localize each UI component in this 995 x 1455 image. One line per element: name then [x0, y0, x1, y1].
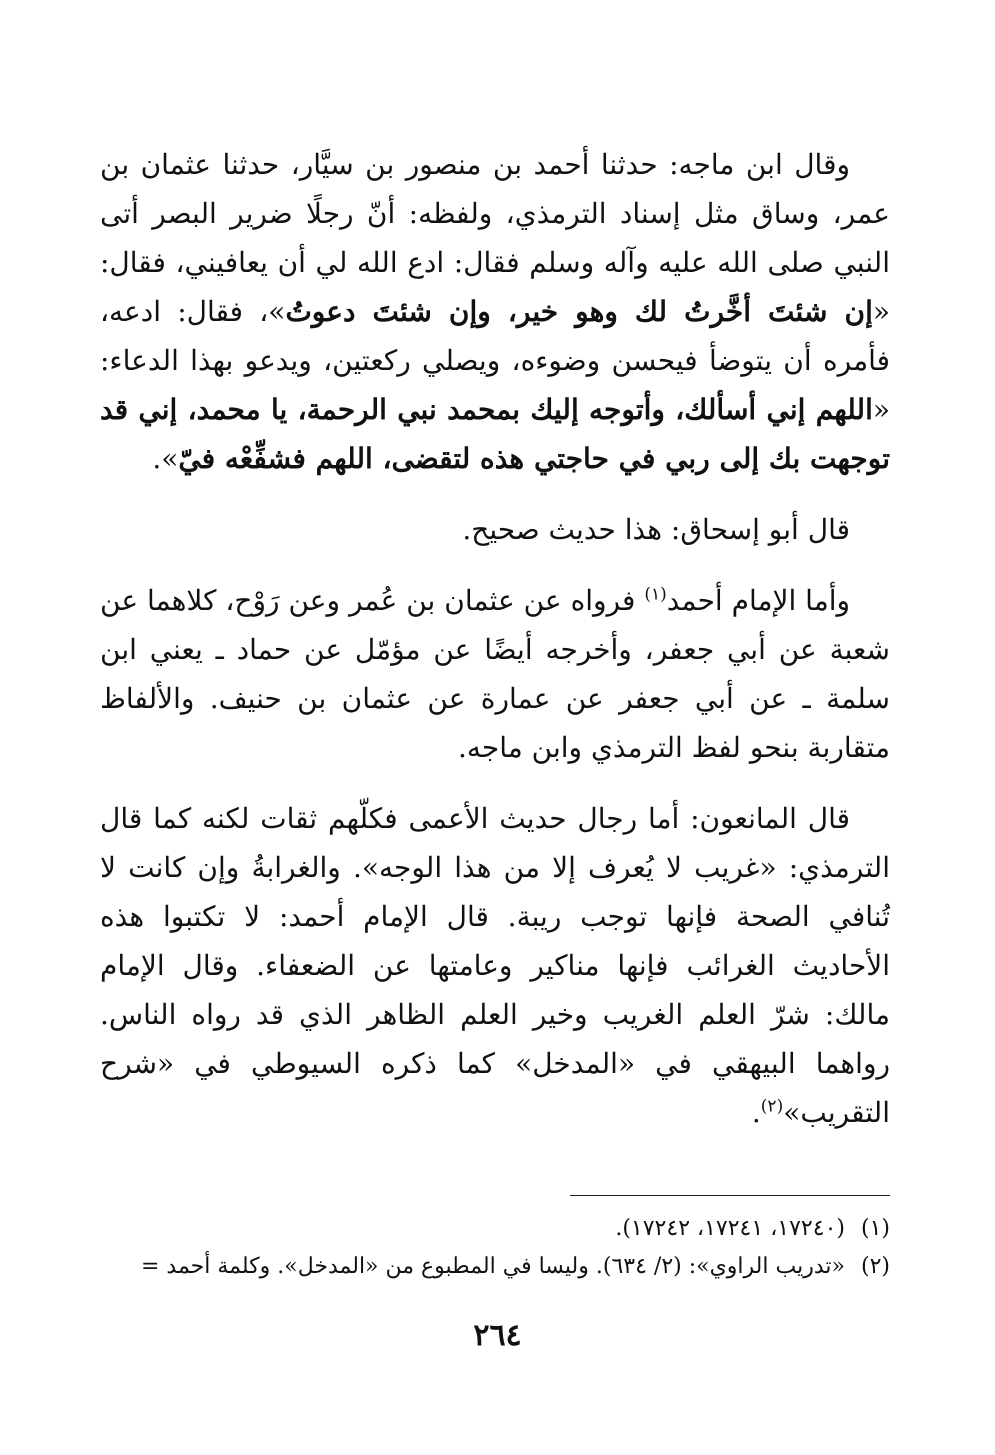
footnotes-section: [100, 1195, 890, 1286]
p4-text-b: .: [751, 1096, 761, 1129]
p3-text-b: فرواه عن عثمان بن عُمر وعن رَوْح، كلاهما عن شعبة عن أبي جعفر، وأخرجه أيضًا عن مؤمّل عن حماد ـ يعني ابن سلمة ـ عن أبي جعفر عن عمارة عن عثمان بن حنيف. والألفاظ متقاربة بنحو لفظ الترمذي وابن ماجه.: [100, 584, 890, 764]
main-text: [100, 140, 890, 1159]
p1-bold-quote-b: اللهم إني أسألك، وأتوجه إليك بمحمد نبي الرحمة، يا محمد، إني قد توجهت بك إلى ربي في حاجتي هذه لتقضى، اللهم فشفِّعْه فيّ: [100, 393, 890, 475]
p3-text-a: وأما الإمام أحمد: [666, 584, 851, 617]
p1-bold-quote-a: إن شئتَ أخَّرتُ لك وهو خير، وإن شئتَ دعوتُ: [285, 295, 873, 328]
paragraph-imam-ahmad: [100, 576, 890, 772]
page-number: ٢٦٤: [473, 1318, 522, 1353]
footnote-divider: [570, 1195, 890, 1196]
p1-text-a: وقال ابن ماجه: حدثنا أحمد بن منصور بن سيَّار، حدثنا عثمان بن عمر، وساق مثل إسناد الترمذي، ولفظه: أنّ رجلًا ضرير البصر أتى النبي صلى الله عليه وآله وسلم فقال: ادع الله لي أن يعافيني، فقال: «: [100, 148, 890, 328]
footnote-number: (٢): [860, 1254, 890, 1279]
footnote-text: (١٧٢٤٠، ١٧٢٤١، ١٧٢٤٢).: [615, 1216, 845, 1241]
p1-text-c: ».: [152, 442, 179, 475]
paragraph-abu-ishaq: [100, 505, 890, 554]
p1-text-b: »، فقال: ادعه، فأمره أن يتوضأ فيحسن وضوءه، ويصلي ركعتين، ويدعو بهذا الدعاء: «: [100, 295, 890, 426]
footnote-2: [100, 1248, 890, 1286]
footnote-1: [100, 1210, 890, 1248]
footnote-ref-2[interactable]: (٢): [760, 1096, 784, 1117]
p2-text: قال أبو إسحاق: هذا حديث صحيح.: [462, 513, 850, 546]
p4-text-a: قال المانعون: أما رجال حديث الأعمى فكلّهم ثقات لكنه كما قال الترمذي: «غريب لا يُعرف إلا من هذا الوجه». والغرابةُ وإن كانت لا تُنافي الصحة فإنها توجب ريبة. قال الإمام أحمد: لا تكتبوا هذه الأحاديث الغرائب فإنها مناكير وعامتها عن الضعفاء. وقال الإمام مالك: شرّ العلم الغريب وخير العلم الظاهر الذي قد رواه الناس. رواهما البيهقي في «المدخل» كما ذكره السيوطي في «شرح التقريب»: [100, 802, 890, 1129]
paragraph-objectors: [100, 794, 890, 1137]
footnote-number: (١): [860, 1216, 890, 1241]
footnote-ref-1[interactable]: (١): [644, 584, 667, 605]
paragraph-ibn-majah-narration: [100, 140, 890, 483]
footnote-text: «تدريب الراوي»: (٢/ ٦٣٤). وليسا في المطبوع من «المدخل». وكلمة أحمد =: [140, 1254, 845, 1279]
